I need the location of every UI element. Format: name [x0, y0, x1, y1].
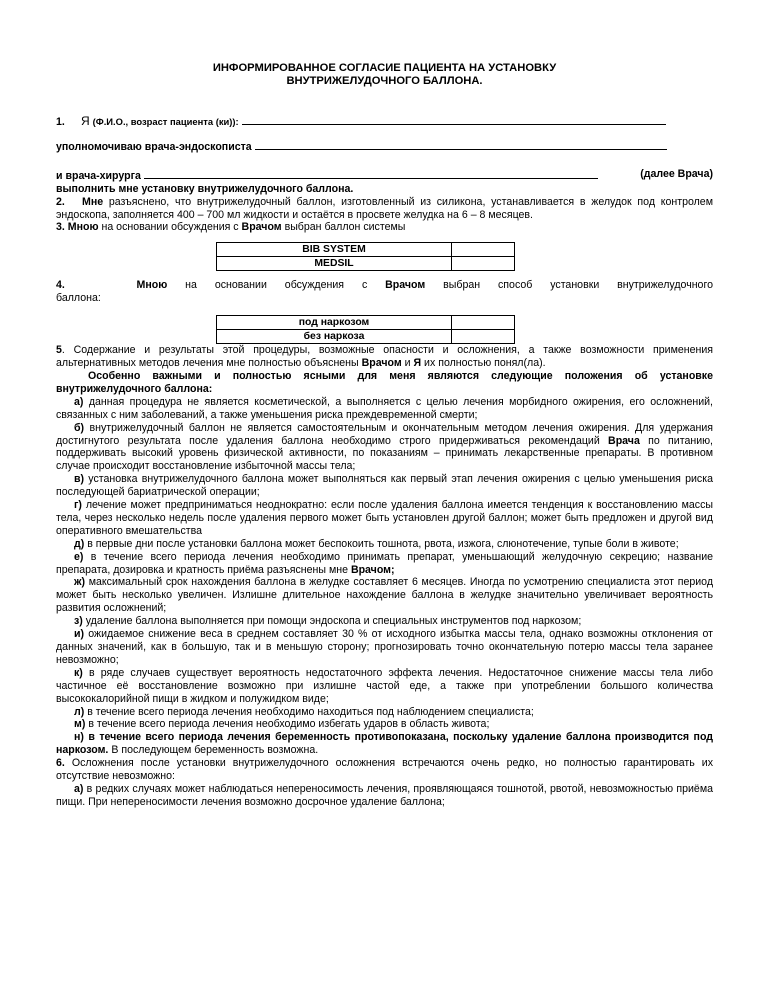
surgeon-name-field[interactable] — [144, 168, 598, 179]
method-label: без наркоза — [217, 330, 452, 344]
section-3-mid: на основании обсуждения с — [98, 221, 242, 234]
title-line-1: ИНФОРМИРОВАННОЕ СОГЛАСИЕ ПАЦИЕНТА НА УСТАНОВКУ — [212, 62, 557, 74]
item-a — [56, 396, 713, 422]
section-4-bold-1: Мною — [136, 279, 168, 292]
item-z — [56, 615, 713, 628]
perform-line: выполнить мне установку внутрижелудочного баллона. — [56, 182, 354, 195]
system-checkbox[interactable] — [452, 257, 515, 271]
section-3-bold-2: Врачом — [241, 221, 282, 234]
system-label: MEDSIL — [217, 257, 452, 271]
section-4 — [56, 279, 713, 292]
section-4-word: обсуждения — [284, 279, 345, 292]
section-3-number: 3. — [56, 221, 65, 234]
method-row — [217, 316, 515, 330]
item-k — [56, 667, 713, 706]
section-5-text-2: их полностью понял(ла). — [421, 357, 546, 370]
item-e — [56, 551, 713, 577]
document-title — [56, 62, 713, 88]
section-3-end: выбран баллон системы — [281, 221, 406, 234]
item-b — [56, 422, 713, 474]
item-label: б) — [74, 421, 85, 434]
surgeon-line — [56, 168, 713, 183]
item-text: в течение всего периода лечения необходимо принимать препарат, уменьшающий желудочную секрецию; название препарата, дозировка и кратность приёма разъяснены мне — [56, 550, 713, 576]
section-5-ya: Я — [413, 357, 422, 370]
section-4-word: на — [185, 279, 197, 292]
item-label: в) — [74, 473, 85, 486]
item-text: в первые дни после установки баллона может беспокоить тошнота, рвота, изжога, слюнотечение, тупые боли в животе; — [84, 537, 679, 550]
item-label: д) — [74, 537, 85, 550]
fio-label: (Ф.И.О., возраст пациента (ки)): — [92, 116, 239, 127]
item-text: в течение всего периода лечения необходимо избегать ударов в область живота; — [85, 718, 490, 731]
section-6 — [56, 757, 713, 783]
system-row — [217, 257, 515, 271]
endoscopist-line — [56, 139, 713, 154]
section-4-word: с — [361, 279, 368, 292]
item-d — [56, 538, 713, 551]
section-2 — [56, 196, 713, 222]
section-6-item-a — [56, 783, 713, 809]
section-4-word: основании — [214, 279, 267, 292]
item-bold: в течение всего периода лечения беременность противопоказана, поскольку удаление баллона производится под наркозом. — [56, 731, 713, 757]
system-label: BIB SYSTEM — [217, 243, 452, 257]
section-5 — [56, 344, 713, 370]
endoscopist-name-field[interactable] — [255, 139, 667, 150]
section-6-text: Осложнения после установки внутрижелудочного осложнения встречаются очень редко, но полностью гарантировать их отсутствие невозможно: — [56, 757, 713, 783]
item-label: а) — [74, 782, 84, 795]
item-bold: Врачом — [350, 563, 392, 576]
system-checkbox[interactable] — [452, 243, 515, 257]
item-label: к) — [74, 666, 83, 679]
section-2-text: разъяснено, что внутрижелудочный баллон, изготовленный из силикона, устанавливается в желудок под контролем эндоскопа, заполняется 400 – 700 мл жидкости и остаётся в просвете желудка на 6 – 8 месяцев. — [56, 195, 713, 221]
section-4-line-2: баллона: — [56, 292, 101, 305]
item-v — [56, 473, 713, 499]
title-line-2: ВНУТРИЖЕЛУДОЧНОГО БАЛЛОНА. — [286, 75, 483, 87]
item-text: в течение всего периода лечения необходимо находиться под наблюдением специалиста; — [84, 705, 534, 718]
installation-method-table — [216, 315, 515, 344]
item-text: по питанию, поддерживать высокий уровень физической активности, по показаниям – принимать лекарственные препараты. В противном случае происходит восстановление избыточной массы тела; — [56, 434, 713, 473]
section-3 — [56, 221, 713, 234]
item-text: в ряде случаев существует вероятность недостаточного эффекта лечения. Недостаточное снижение массы тела либо частичное её восстановление возможно при излишне частой еде, а также при употреблении большого количества высококалорийной пищи в жидком и полужидком виде; — [56, 666, 713, 705]
item-i — [56, 628, 713, 667]
section-5-text-1: . Содержание и результаты этой процедуры, возможные опасности и осложнения, а также возможности применения альтернативных методов лечения мне полностью объяснены — [56, 344, 713, 370]
item-text: данная процедура не является косметической, а выполняется с целью лечения морбидного ожирения, его осложнений, связанных с ним заболеваний, а также уменьшения риска преждевременной смерти; — [56, 395, 713, 421]
ya-word: Я — [80, 114, 90, 128]
section-5-vrachom: Врачом — [361, 357, 402, 370]
section-3-bold-1: Мною — [67, 221, 99, 234]
item-zh — [56, 576, 713, 615]
important-provisions-heading: Особенно важными и полностью ясными для меня являются следующие положения об установке внутрижелудочного баллона: — [56, 369, 713, 395]
item-g — [56, 499, 713, 538]
item-label: е) — [74, 550, 84, 563]
method-row — [217, 330, 515, 344]
item-text: внутрижелудочный баллон не является самостоятельным и окончательным методом лечения ожирения. Для удержания достигнутого результата после удаления баллона необходимо строго придерживаться рекомендаций — [56, 421, 713, 447]
item-label: а) — [74, 395, 84, 408]
section-1-patient-line — [56, 114, 713, 129]
item-label: ж) — [74, 576, 86, 589]
item-text: в редких случаях может наблюдаться непереносимость лечения, проявляющаяся тошнотой, рвотой, невозможностью приёма пищи. При непереносимости лечения возможно досрочное удаление баллона; — [56, 782, 713, 808]
balloon-system-table — [216, 242, 515, 271]
item-text: В последующем беременность возможна. — [108, 744, 319, 757]
section-2-number: 2. — [56, 195, 65, 208]
item-text: лечение может предприниматься неоднократно: если после удаления баллона имеется тенденция к восстановлению массы тела, через несколько недель после удаления первого может быть установлен другой баллон; может быть предложен и другой вид оперативного вмешательства — [56, 499, 713, 537]
section-1-number: 1. — [56, 116, 65, 128]
patient-name-field[interactable] — [242, 114, 666, 125]
surgeon-label: и врача-хирурга — [56, 169, 141, 182]
endoscopist-label: уполномочиваю врача-эндоскописта — [56, 140, 252, 153]
section-6-number: 6. — [56, 757, 65, 770]
item-label: г) — [74, 499, 82, 512]
section-4-bold-2: Врачом — [385, 279, 426, 292]
item-m — [56, 718, 713, 731]
item-text: установка внутрижелудочного баллона может выполняться как первый этап лечения ожирения с целью уменьшения риска последующей бариатрической операции; — [56, 473, 713, 499]
section-4-number: 4. — [56, 279, 65, 292]
section-4-end: выбран способ установки внутрижелудочного — [443, 279, 713, 292]
item-end: ; — [391, 563, 395, 576]
dalee-vracha-text: (далее Врача) — [640, 167, 713, 180]
method-checkbox[interactable] — [452, 330, 515, 344]
section-2-bold: Мне — [82, 195, 104, 208]
item-bold: Врача — [608, 434, 640, 447]
item-label: л) — [74, 705, 85, 718]
item-text: максимальный срок нахождения баллона в желудке составляет 6 месяцев. Иногда по усмотрению специалиста этот период может быть несколько увеличен. Излишне длительное нахождение баллона в желудке значительно увеличивает вероятность развития осложнений; — [56, 576, 713, 615]
item-label: н) — [74, 731, 84, 744]
item-label: и) — [74, 628, 85, 641]
section-5-and: и — [401, 357, 414, 370]
item-text: удаление баллона выполняется при помощи эндоскопа и специальных инструментов под наркозом; — [82, 615, 582, 628]
item-label: м) — [74, 718, 86, 731]
item-text: ожидаемое снижение веса в среднем составляет 30 % от исходного избытка массы тела, однако возможны отклонения от данных значений, как в большую, так и в меньшую сторону; прогнозировать точно окончательную потерю массы тела заранее невозможно; — [56, 628, 713, 666]
method-checkbox[interactable] — [452, 316, 515, 330]
method-label: под наркозом — [217, 316, 452, 330]
system-row — [217, 243, 515, 257]
item-l — [56, 706, 713, 719]
section-5-number: 5 — [56, 344, 62, 357]
item-n — [56, 731, 713, 757]
consent-document — [56, 62, 713, 809]
item-label: з) — [74, 615, 83, 628]
